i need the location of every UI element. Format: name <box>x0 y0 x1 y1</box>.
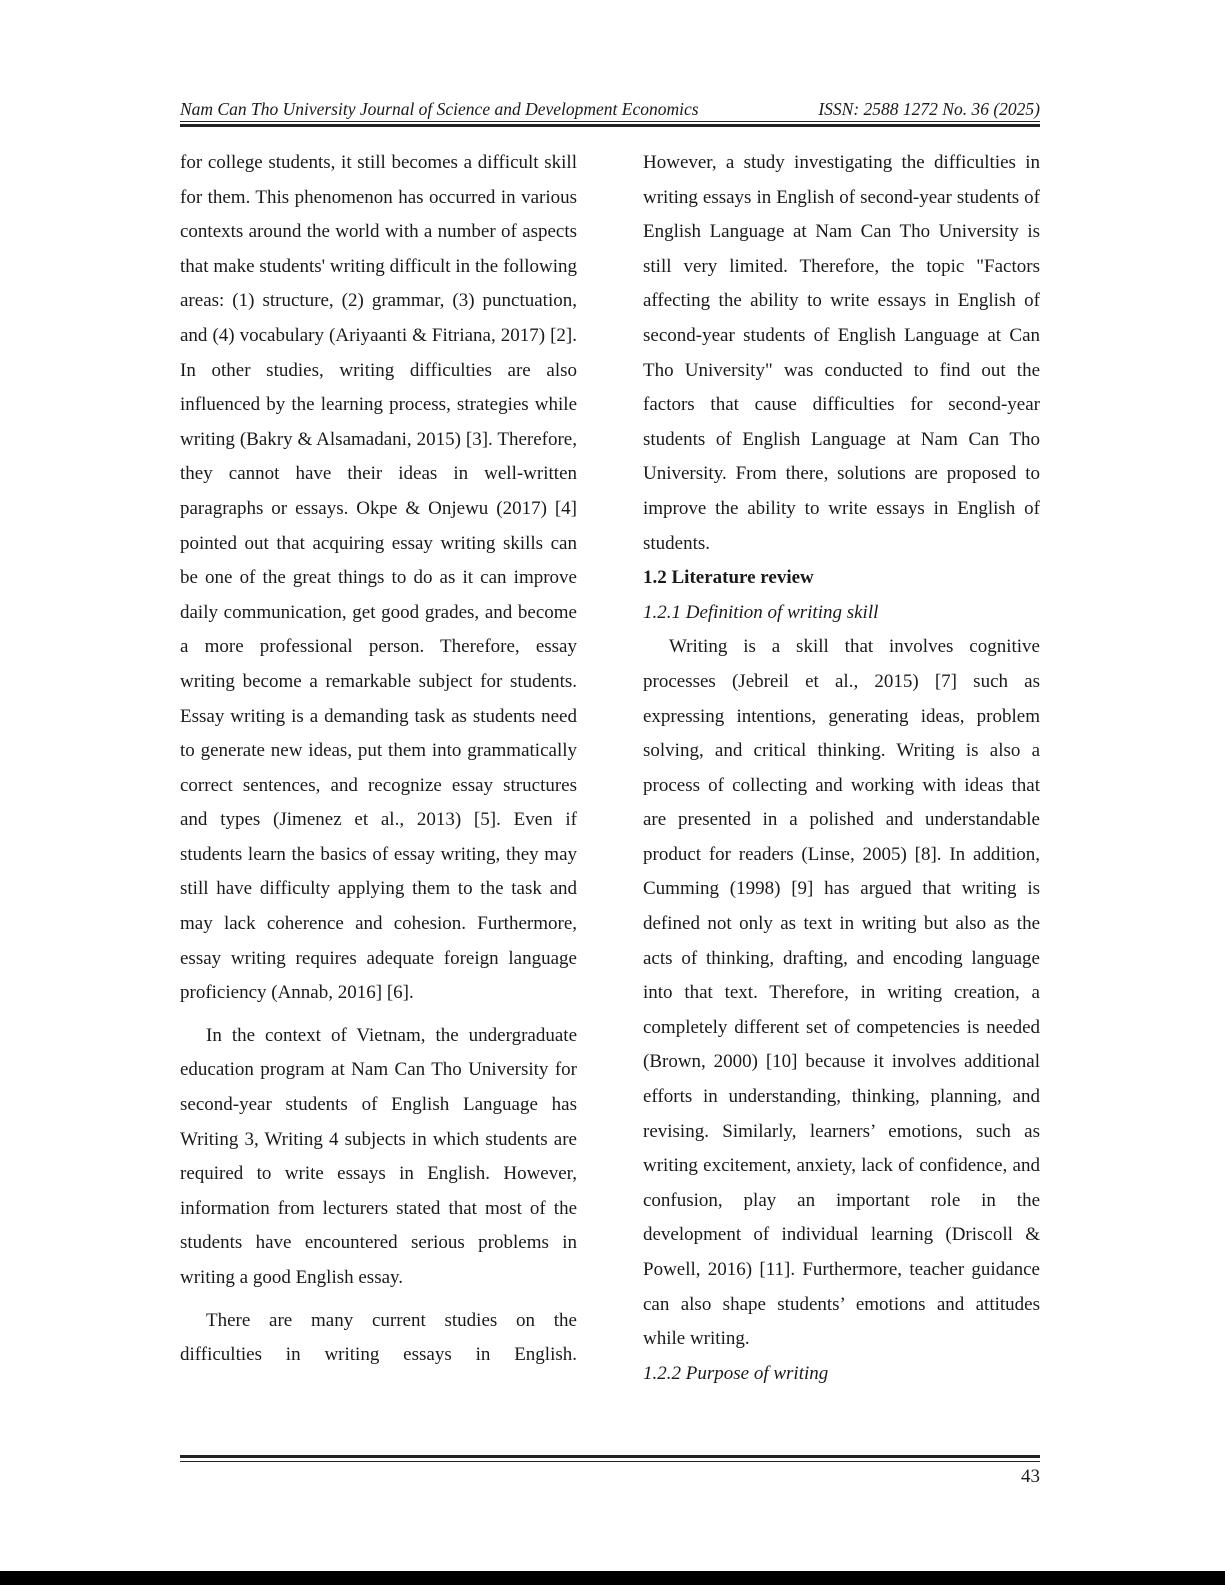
section-heading: 1.2 Literature review <box>643 567 814 589</box>
footer-rule-thin <box>180 1461 1040 1462</box>
right-column <box>643 146 1040 1391</box>
header-rule-thick <box>180 124 1040 127</box>
subsection-heading-2: 1.2.2 Purpose of writing <box>643 1362 829 1384</box>
right-paragraph-1: However, a study investigating the difficulties in writing essays in English of second-year students of English Language at Nam Can Tho University is still very limited. Therefore, the topic "Factors affecting the ability to write essays in English of second-year students of English Language at Can Tho University" was conducted to find out the factors that cause difficulties for second-year students of English Language at Nam Can Tho University. From there, solutions are proposed to improve the ability to write essays in English of students. <box>643 152 1040 554</box>
left-paragraph-1: for college students, it still becomes a difficult skill for them. This phenomenon has occurred in various contexts around the world with a number of aspects that make students' writing difficult in the following areas: (1) structure, (2) grammar, (3) punctuation, and (4) vocabulary (Ariyaanti & Fitriana, 2017) [2]. In other studies, writing difficulties are also influenced by the learning process, strategies while writing (Bakry & Alsamadani, 2015) [3]. Therefore, they cannot have their ideas in well-written paragraphs or essays. Okpe & Onjewu (2017) [4] pointed out that acquiring essay writing skills can be one of the great things to do as it can improve daily communication, get good grades, and become a more professional person. Therefore, essay writing become a remarkable subject for students. Essay writing is a demanding task as students need to generate new ideas, put them into grammatically correct sentences, and recognize essay structures and types (Jimenez et al., 2013) [5]. Even if students learn the basics of essay writing, they may still have difficulty applying them to the task and may lack coherence and cohesion. Furthermore, essay writing requires adequate foreign language proficiency (Annab, 2016] [6]. <box>180 152 577 1004</box>
page-number: 43 <box>1021 1466 1040 1487</box>
right-paragraph-2: Writing is a skill that involves cognitive processes (Jebreil et al., 2015) [7] such as expressing intentions, generating ideas, problem solving, and critical thinking. Writing is also a process of collecting and working with ideas that are presented in a polished and understandable product for readers (Linse, 2005) [8]. In addition, Cumming (1998) [9] has argued that writing is defined not only as text in writing but also as the acts of thinking, drafting, and encoding language into that text. Therefore, in writing creation, a completely different set of competencies is needed (Brown, 2000) [10] because it involves additional efforts in understanding, thinking, planning, and revising. Similarly, learners’ emotions, such as writing excitement, anxiety, lack of confidence, and confusion, play an important role in the development of individual learning (Driscoll & Powell, 2016) [11]. Furthermore, teacher guidance can also shape students’ emotions and attitudes while writing. <box>643 636 1040 1350</box>
issn-issue: ISSN: 2588 1272 No. 36 (2025) <box>818 99 1040 119</box>
left-paragraph-3: There are many current studies on the difficulties in writing essays in English. <box>180 1309 577 1366</box>
header-rule-thin <box>180 121 1040 122</box>
subsection-heading-1: 1.2.1 Definition of writing skill <box>643 601 879 623</box>
footer-rule-thick <box>180 1455 1040 1458</box>
left-column <box>180 146 577 1373</box>
journal-title: Nam Can Tho University Journal of Science and Development Economics <box>180 99 699 119</box>
left-paragraph-2: In the context of Vietnam, the undergraduate education program at Nam Can Tho University for second-year students of English Language has Writing 3, Writing 4 subjects in which students are required to write essays in English. However, information from lecturers stated that most of the students have encountered serious problems in writing a good English essay. <box>180 1024 577 1288</box>
scan-bottom-edge <box>0 1571 1225 1585</box>
